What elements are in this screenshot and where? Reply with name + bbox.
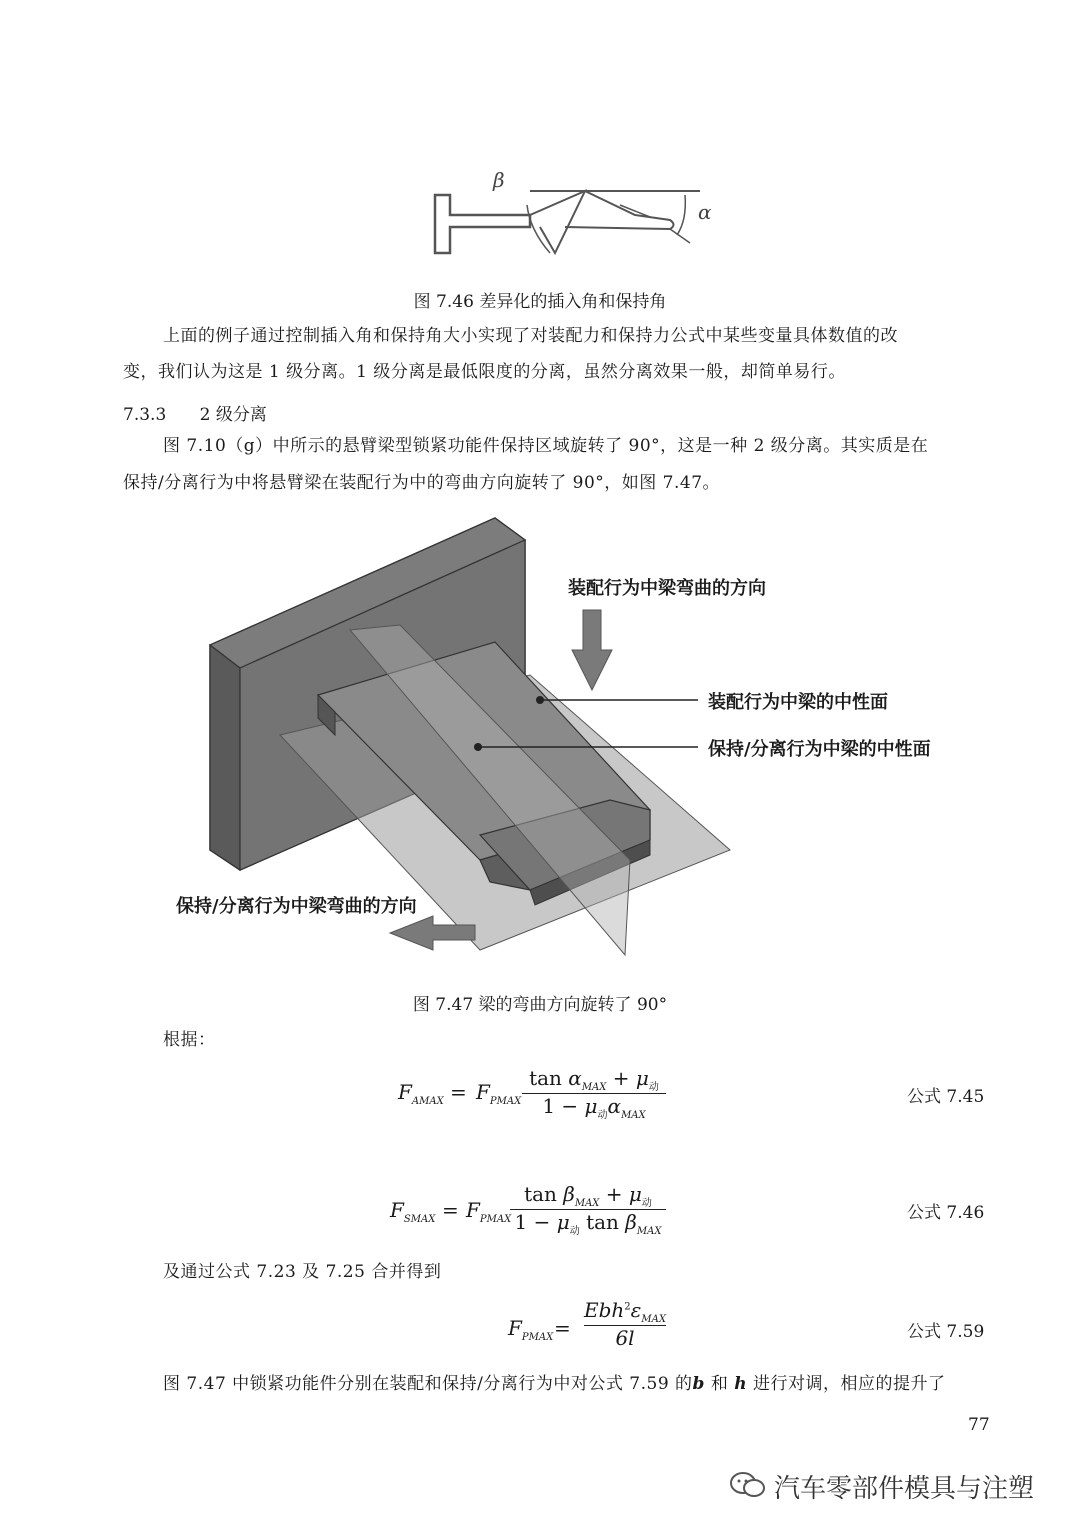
wechat-icon: [728, 1470, 768, 1500]
equation-7-46: $F_{SMAX}$ = $F_{PMAX}$ $\tan \beta_{MAX} + \mu_动$ $1 - \mu_动$ $\tan \beta_{MAX}$: [390, 1182, 690, 1252]
figure-7-46: [415, 165, 735, 265]
figure-7-46-caption: 图 7.46 差异化的插入角和保持角: [413, 292, 667, 312]
paragraph-3: 图 7.47 中锁紧功能件分别在装配和保持/分离行为中对公式 7.59 的b 和 h 进行对调，相应的提升了: [163, 1374, 946, 1394]
equation-7-46-label: 公式 7.46: [907, 1203, 985, 1223]
paragraph-2-line-1: 图 7.10（g）中所示的悬臂梁型锁紧功能件保持区域旋转了 90°，这是一种 2 级分离。其实质是在: [163, 436, 929, 456]
watermark-text: 汽车零部件模具与注塑: [774, 1474, 1035, 1504]
equation-7-59-label: 公式 7.59: [907, 1322, 985, 1342]
beta-symbol: β: [493, 168, 505, 192]
figure-7-47-caption: 图 7.47 梁的弯曲方向旋转了 90°: [412, 995, 668, 1015]
label-retention-neutral-plane: 保持/分离行为中梁的中性面: [708, 739, 931, 760]
combine-text: 及通过公式 7.23 及 7.25 合并得到: [163, 1262, 442, 1282]
paragraph-1-line-1: 上面的例子通过控制插入角和保持角大小实现了对装配力和保持力公式中某些变量具体数值的改: [163, 326, 898, 346]
label-assembly-bending-direction: 装配行为中梁弯曲的方向: [568, 578, 766, 599]
label-retention-bending-direction: 保持/分离行为中梁弯曲的方向: [176, 896, 417, 917]
equation-7-45: $F_{AMAX}$ = $F_{PMAX}$ $\tan \alpha_{MAX} + \mu_动$ $1 - \mu_动\alpha_{MAX}$: [398, 1066, 698, 1136]
equation-7-45-label: 公式 7.45: [907, 1087, 985, 1107]
figure-7-46-drawing: [415, 165, 735, 265]
alpha-symbol: α: [698, 200, 712, 224]
equation-7-59: $F_{PMAX}$ = $Ebh^2\varepsilon_{MAX}$ 6l: [508, 1298, 666, 1350]
paragraph-2-line-2: 保持/分离行为中将悬臂梁在装配行为中的弯曲方向旋转了 90°，如图 7.47。: [123, 473, 721, 493]
section-title: 2 级分离: [199, 405, 267, 425]
label-assembly-neutral-plane: 装配行为中梁的中性面: [708, 692, 888, 713]
page-number: 77: [968, 1415, 990, 1435]
section-heading: [123, 400, 267, 425]
basis-text: 根据：: [163, 1030, 216, 1050]
section-number: 7.3.3: [123, 405, 167, 425]
paragraph-1-line-2: 变，我们认为这是 1 级分离。1 级分离是最低限度的分离，虽然分离效果一般，却简单易行。: [123, 362, 846, 382]
